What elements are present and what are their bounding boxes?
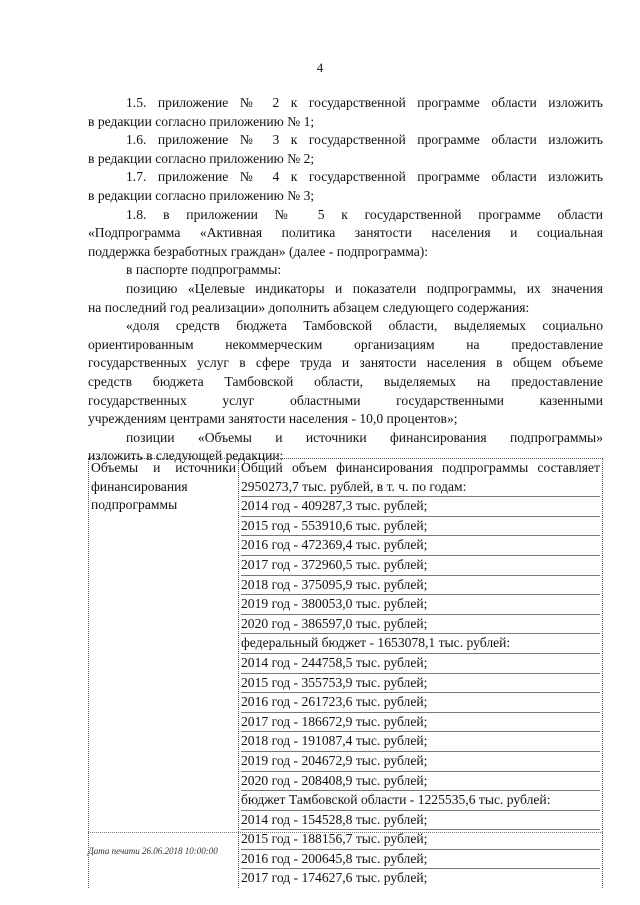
paragraph-1-7-cont: в редакции согласно приложению № 3; [88, 187, 315, 203]
paragraph-volumes-cont: изложить в следующей редакции: [88, 448, 284, 464]
value-line: 2016 год - 472369,4 тыс. рублей; [241, 536, 600, 556]
paragraph-1-5: 1.5. приложение № 2 к государственной программе области изложить [126, 95, 603, 110]
value-line: 2016 год - 200645,8 тыс. рублей; [241, 850, 600, 870]
page-number: 4 [316, 60, 324, 75]
paragraph-1-5-cont: в редакции согласно приложению № 1; [88, 113, 315, 129]
value-line: 2019 год - 380053,0 тыс. рублей; [241, 595, 600, 615]
value-line: 2015 год - 188156,7 тыс. рублей; [241, 830, 600, 850]
paragraph-1-8: 1.8. в приложении № 5 к государственной программе области [126, 206, 603, 222]
paragraph-indicators: позицию «Целевые индикаторы и показатели подпрограммы, их значения [126, 280, 603, 296]
value-line: 2019 год - 204672,9 тыс. рублей; [241, 752, 600, 772]
value-line: 2018 год - 375095,9 тыс. рублей; [241, 576, 600, 596]
paragraph-share-6: учреждениям центрами занятости населения - 10,0 процентов»; [88, 411, 458, 427]
paragraph-passport: в паспорте подпрограммы: [126, 262, 282, 278]
paragraph-1-7: 1.7. приложение № 4 к государственной программе области изложить [126, 169, 603, 185]
financing-label-cell [89, 459, 239, 889]
table-row [89, 459, 603, 889]
paragraph-volumes: позиции «Объемы и источники финансирования подпрограммы» [126, 429, 603, 445]
paragraph-indicators-cont: на последний год реализации» дополнить абзацем следующего содержания: [88, 299, 530, 315]
paragraph-1-8-line-2: «Подпрограмма «Активная политика занятости населения и социальная [88, 225, 603, 241]
paragraph-share-3: государственных услуг в сфере труда и занятости населения в общем объеме [88, 355, 603, 371]
value-line: 2017 год - 186672,9 тыс. рублей; [241, 713, 600, 733]
value-line: 2950273,7 тыс. рублей, в т. ч. по годам: [241, 478, 600, 498]
value-line: 2014 год - 244758,5 тыс. рублей; [241, 654, 600, 674]
value-line: 2017 год - 174627,6 тыс. рублей; [241, 870, 428, 886]
paragraph-1-6: 1.6. приложение № 3 к государственной программе области изложить [126, 132, 603, 148]
value-line: 2016 год - 261723,6 тыс. рублей; [241, 693, 600, 713]
paragraph-1-8-line-3: поддержка безработных граждан» (далее - подпрограмма): [88, 243, 429, 259]
print-date: Дата печати 26.06.2018 10:00:00 [88, 846, 218, 856]
value-line: Общий объем финансирования подпрограммы составляет [241, 460, 600, 475]
paragraph-share-2: ориентированным некоммерческим организациям на предоставление [88, 336, 603, 352]
value-line: 2015 год - 553910,6 тыс. рублей; [241, 517, 600, 537]
paragraph-share-4: средств бюджета Тамбовской области, выделяемых на предоставление [88, 373, 603, 389]
paragraph-1-6-cont: в редакции согласно приложению № 2; [88, 150, 315, 166]
paragraph-share-5: государственных услуг областными государственными казенными [88, 392, 603, 408]
value-line: 2018 год - 191087,4 тыс. рублей; [241, 732, 600, 752]
value-line: бюджет Тамбовской области - 1225535,6 тыс. рублей: [241, 791, 600, 811]
value-line: 2015 год - 355753,9 тыс. рублей; [241, 674, 600, 694]
financing-label: Объемы и источники финансирования подпрограммы [91, 460, 236, 513]
page-cut-edge [88, 832, 603, 837]
value-line: 2020 год - 386597,0 тыс. рублей; [241, 615, 600, 635]
paragraph-share-1: «доля средств бюджета Тамбовской области, выделяемых социально [126, 318, 603, 334]
document-body [88, 94, 603, 466]
value-line: 2017 год - 372960,5 тыс. рублей; [241, 556, 600, 576]
value-line: федеральный бюджет - 1653078,1 тыс. рублей: [241, 634, 600, 654]
value-line: 2020 год - 208408,9 тыс. рублей; [241, 772, 600, 792]
value-line: 2014 год - 409287,3 тыс. рублей; [241, 497, 600, 517]
financing-value-cell [239, 459, 603, 889]
financing-table [88, 458, 603, 888]
value-line: 2014 год - 154528,8 тыс. рублей; [241, 811, 600, 831]
